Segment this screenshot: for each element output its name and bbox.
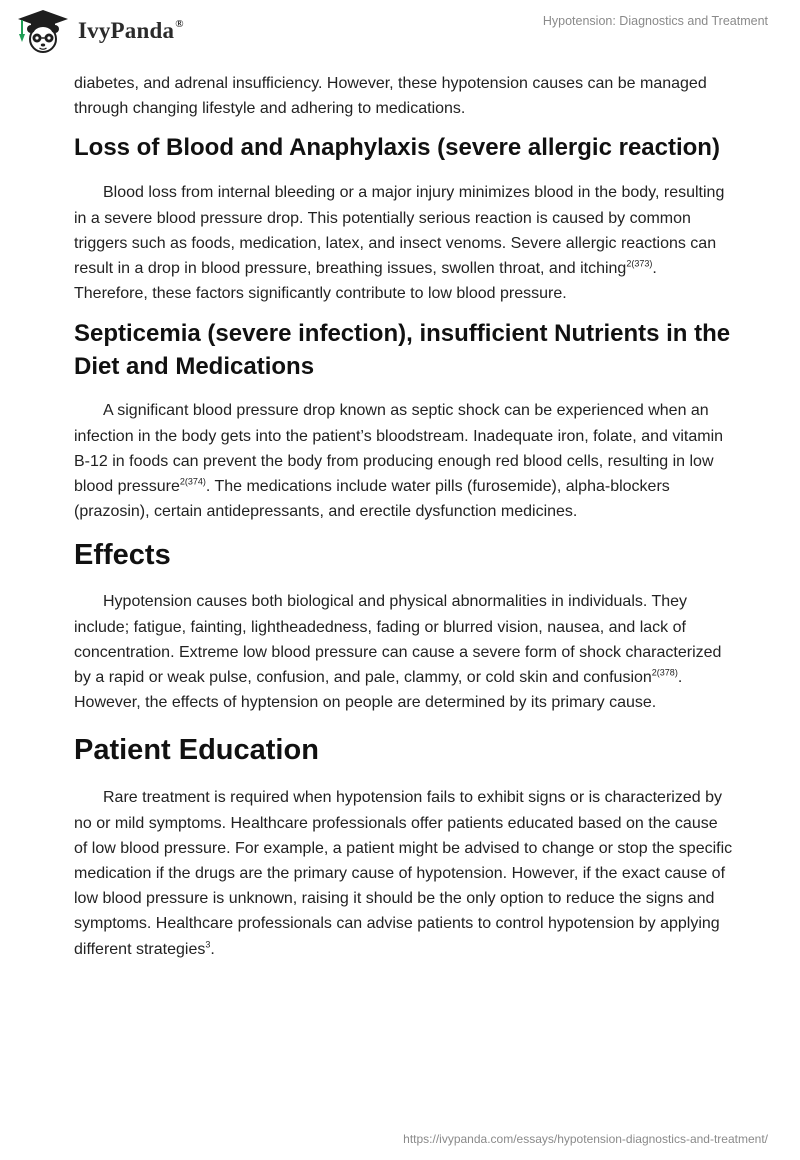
section-paragraph-effects: Hypotension causes both biological and physical abnormalities in individuals. They include; fatigue, fainting, lightheadedness, fading or blurred vision, nausea, and lack of concentration. Extreme low blood pressure can cause a severe form of shock characterized by a rapid or weak pulse, confusion, and pale, clammy, or cold skin and confusion$^{2(378)}$. However, the effects of hyptension on people are determined by its primary cause.	[74, 593, 722, 712]
section-heading-effects: Effects	[74, 539, 171, 572]
section-paragraph-blood-loss: Blood loss from internal bleeding or a major injury minimizes blood in the body, resulting in a severe blood pressure drop. This potentially serious reaction is caused by common triggers such as foods, medication, latex, and insect venoms. Severe allergic reactions can result in a drop in blood pressure, breathing issues, swollen throat, and itching$^{2(373)}$. Therefore, these factors significantly contribute to low blood pressure.	[74, 184, 725, 303]
section-heading-patient-education: Patient Education	[74, 734, 319, 767]
section-heading-septicemia: Septicemia (severe infection), insufficient Nutrients in the Diet and Medications	[74, 320, 731, 381]
essay-content	[74, 71, 734, 962]
section-paragraph-patient-education: Rare treatment is required when hypotension fails to exhibit signs or is characterized by no or mild symptoms. Healthcare professionals offer patients educated based on the cause of low blood pressure. For example, a patient might be advised to change or stop the specific medication if the drugs are the primary cause of hypotension. However, if the exact cause of low blood pressure is unknown, raising it should be the only option to reduce the signs and symptoms. Healthcare professionals can advise patients to control hypotension by applying different strategies$^3$.	[74, 789, 733, 958]
section-heading-blood-loss: Loss of Blood and Anaphylaxis (severe allergic reaction)	[74, 134, 720, 162]
citation-ref: 3	[205, 939, 211, 950]
section-paragraph-septicemia: A significant blood pressure drop known as septic shock can be experienced when an infection in the body gets into the patient’s bloodstream. Inadequate iron, folate, and vitamin B-12 in foods can prevent the body from producing enough red blood cells, resulting in low blood pressure$^{2(374)}$. The medications include water pills (furosemide), alpha-blockers (prazosin), certain antidepressants, and erectile dysfunction medicines.	[74, 402, 724, 521]
page-header	[0, 0, 800, 70]
brand-name: IvyPanda®	[78, 18, 184, 43]
citation-ref: 2(378)	[651, 667, 678, 678]
ivypanda-logo[interactable]	[16, 8, 184, 54]
trademark-symbol: ®	[175, 18, 184, 31]
intro-paragraph: diabetes, and adrenal insufficiency. However, these hypotension causes can be managed through changing lifestyle and adhering to medications.	[74, 75, 707, 118]
citation-ref: 2(374)	[179, 476, 206, 487]
source-url-link[interactable]: https://ivypanda.com/essays/hypotension-diagnostics-and-treatment/	[403, 1132, 768, 1146]
panda-graduate-icon	[16, 8, 70, 54]
document-title: Hypotension: Diagnostics and Treatment	[542, 14, 768, 28]
citation-ref: 2(373)	[626, 258, 653, 269]
